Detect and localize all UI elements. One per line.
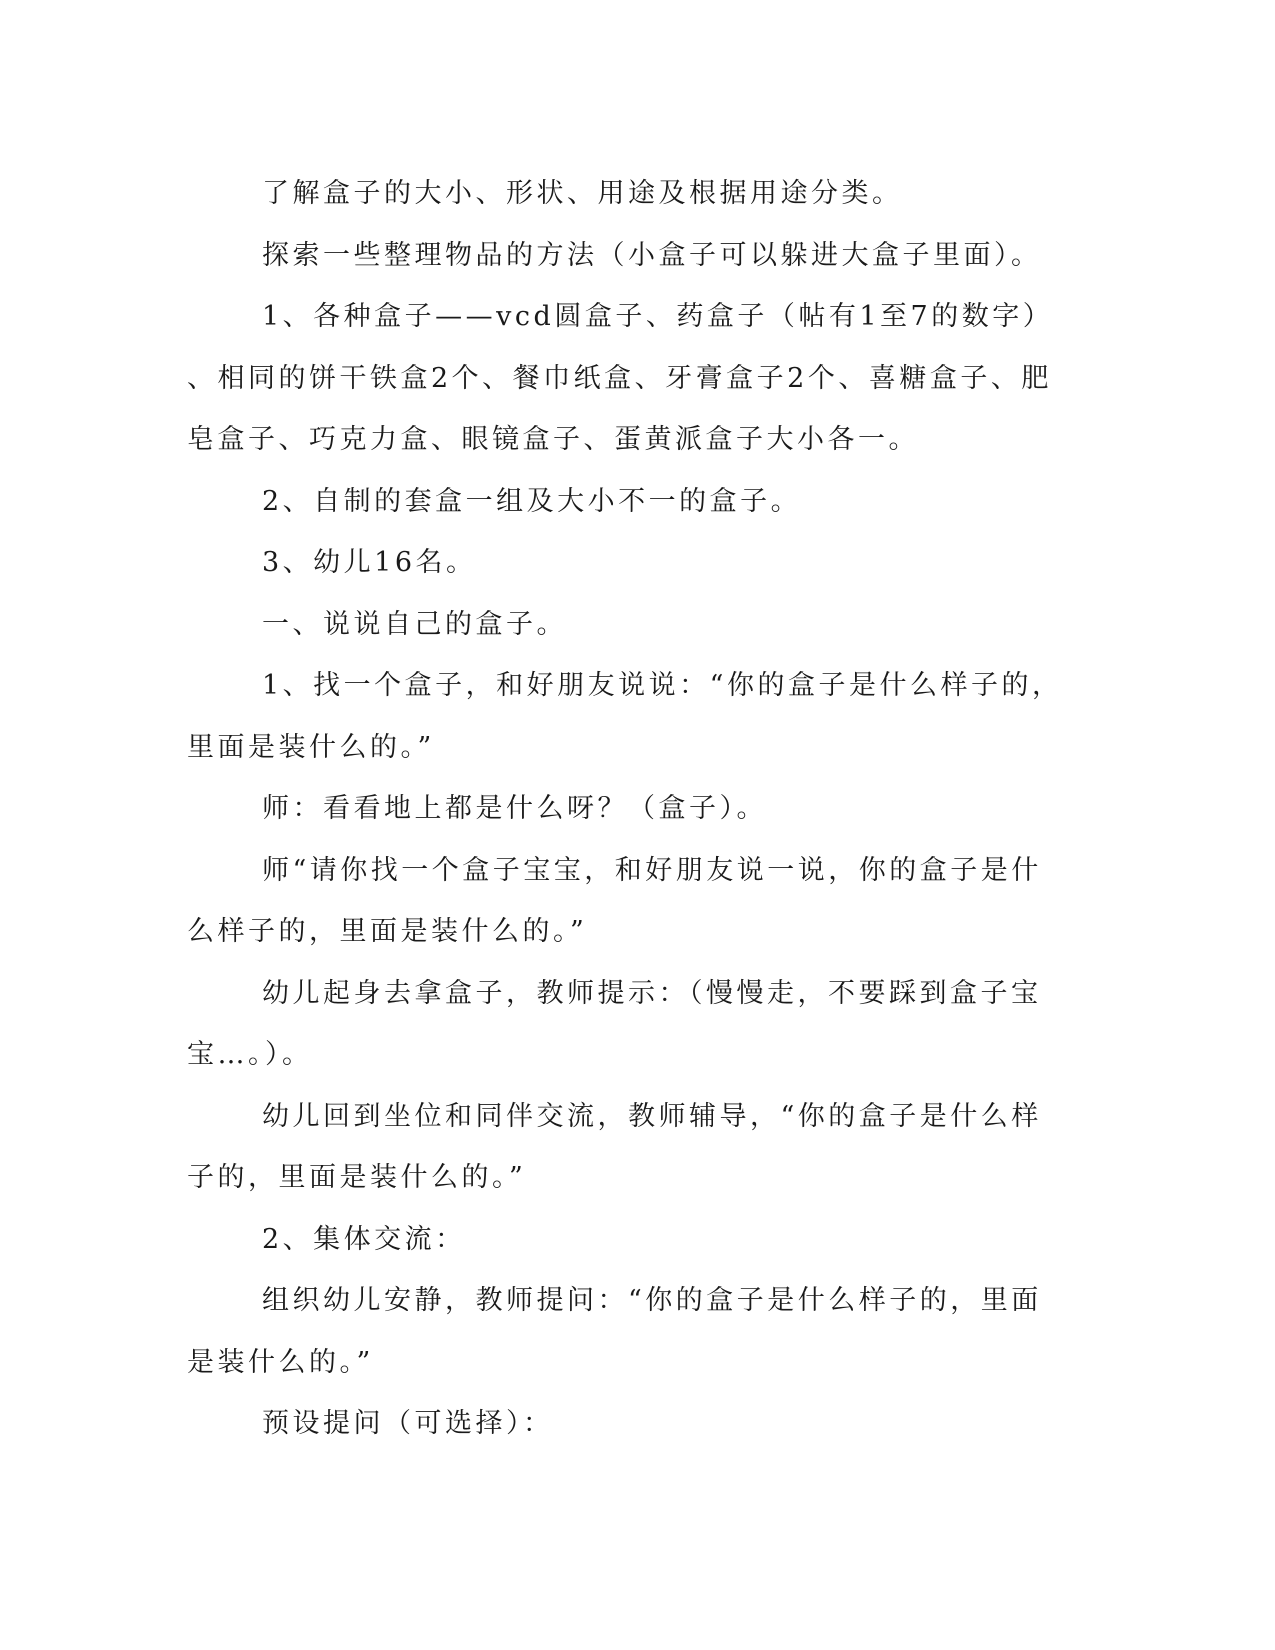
paragraph: 了解盒子的大小、形状、用途及根据用途分类。 — [262, 178, 903, 209]
paragraph: 2、自制的套盒一组及大小不一的盒子。 — [262, 485, 802, 517]
paragraph: 师：看看地上都是什么呀？（盒子）。 — [262, 793, 767, 824]
paragraph: 2、集体交流： — [262, 1223, 466, 1255]
paragraph: 幼儿回到坐位和同伴交流，教师辅导，“你的盒子是什么样子的，里面是装什么的。” — [187, 1100, 1042, 1193]
paragraph: 3、幼儿16名。 — [262, 547, 477, 578]
paragraph: 一、说说自己的盒子。 — [262, 608, 567, 640]
paragraph: 探索一些整理物品的方法（小盒子可以躲进大盒子里面）。 — [262, 239, 1042, 271]
paragraph: 组织幼儿安静，教师提问：“你的盒子是什么样子的，里面是装什么的。” — [187, 1285, 1042, 1378]
paragraph: 1、找一个盒子，和好朋友说说：“你的盒子是什么样子的，里面是装什么的。” — [187, 670, 1063, 763]
paragraph: 预设提问（可选择）： — [262, 1408, 554, 1439]
paragraph: 幼儿起身去拿盒子，教师提示：（慢慢走，不要踩到盒子宝宝…。）。 — [187, 977, 1042, 1070]
document-body — [187, 163, 1067, 1455]
paragraph: 1、各种盒子——vcd圆盒子、药盒子（帖有1至7的数字）、相同的饼干铁盒2个、餐巾纸盒、牙膏盒子2个、喜糖盒子、肥皂盒子、巧克力盒、眼镜盒子、蛋黄派盒子大小各一。 — [187, 301, 1052, 455]
paragraph: 师“请你找一个盒子宝宝，和好朋友说一说，你的盒子是什么样子的，里面是装什么的。” — [187, 854, 1042, 947]
